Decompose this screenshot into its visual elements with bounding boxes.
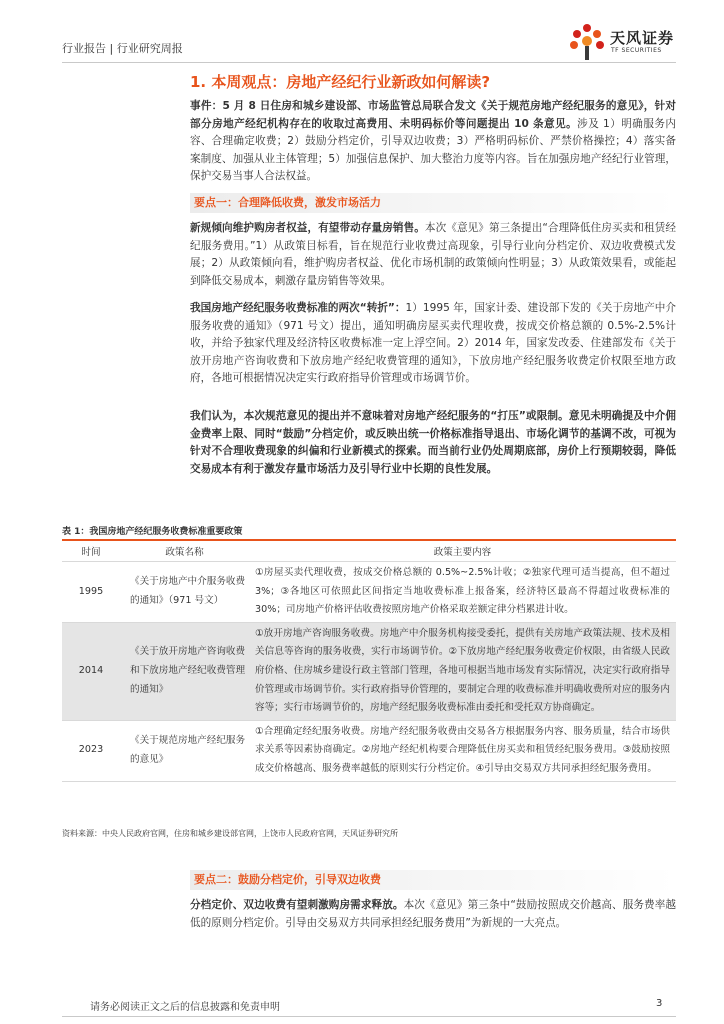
row-policy-content: ①合理确定经纪服务收费。房地产经纪服务收费由交易各方根据服务内容、服务质量，结合市场供求关系等因素协商确定。②房地产经纪机构要合理降低住房买卖和租赁经纪服务费用。③鼓励按照成交价格越高、服务费率越低的原则实行分档定价。④引导由交易双方共同承担经纪服务费用。 (249, 720, 676, 781)
point1-paragraph-1 (190, 220, 676, 290)
event-bold-text: 5 月 8 日住房和城乡建设部、市场监管总局联合发文《关于规范房地产经纪服务的意见》，针对部分房地产经纪机构存在的收取过高费用、未明码标价等问题提出 10 条意见。 (190, 100, 676, 130)
table-row (62, 720, 676, 781)
row-policy-name: 《关于放开房地产咨询收费和下放房地产经纪收费管理的通知》 (120, 622, 249, 720)
row-policy-name: 《关于规范房地产经纪服务的意见》 (120, 720, 249, 781)
event-label: 事件： (190, 100, 223, 112)
row-year: 1995 (62, 562, 120, 623)
table-row (62, 622, 676, 720)
logo-subtitle: TF SECURITIES (611, 47, 662, 54)
section-title: 1. 本周观点：房地产经纪行业新政如何解读? (190, 73, 491, 91)
row-year: 2023 (62, 720, 120, 781)
footer-disclaimer: 请务必阅读正文之后的信息披露和免责申明 (90, 1002, 280, 1013)
table-header-row (62, 541, 676, 562)
point1-paragraph-2 (190, 300, 676, 388)
point1-paragraph-3 (190, 408, 676, 478)
header-year: 时间 (62, 541, 120, 562)
row-policy-content: ①房屋买卖代理收费，按成交价格总额的 0.5%~2.5%计收；②独家代理可适当提高，但不超过 3%；③各地区可依照此区间指定当地收费标准上报备案，经济特区最高不得超过收费标准的 30%；司房地产价格评估收费按照房地产价格采取差额定律分档累进计收。 (249, 562, 676, 623)
row-policy-content: ①放开房地产咨询服务收费。房地产中介服务机构接受委托，提供有关房地产政策法规、技术及相关信息等咨询的服务收费，实行市场调节价。②下放房地产经纪服务收费定价权限，由省级人民政府价格、住房城乡建设行政主管部门管理，各地可根据当地市场发育实际情况，决定实行政府指导价管理或市场调节价。实行政府指导价管理的，要制定合理的收费标准并明确收费所对应的服务内容等；实行市场调节价的，房地产经纪服务收费标准由委托和受托双方协商确定。 (249, 622, 676, 720)
event-text: 涉及 1）明确服务内容、合理确定收费；2）鼓励分档定价，引导双边收费；3）严格明码标价、严禁价格操控；4）落实备案制度、加强从业主体管理；5）加强信息保护、加大整治力度等内容。旨在加强房地产经纪行业管理，保护交易当事人合法权益。 (190, 117, 677, 183)
event-paragraph (190, 98, 676, 186)
point1-p1-bold: 新规倾向维护购房者权益，有望带动存量房销售。 (190, 222, 425, 234)
point1-p3-bold: 我们认为，本次规范意见的提出并不意味着对房地产经纪服务的“打压”或限制。意见未明确提及中介佣金费率上限、同时“鼓励”分档定价，或反映出统一价格标准指导退出、市场化调节的基调不改，可视为针对不合理收费现象的纠偏和行业新模式的探索。而当前行业仍处周期底部，房价上行预期较弱，降低交易成本有利于激发存量市场活力及引导行业中长期的良性发展。 (190, 410, 676, 475)
point2-p1-bold: 分档定价、双边收费有望刺激购房需求释放。 (190, 899, 404, 911)
logo-flower-icon (566, 22, 608, 62)
point1-p1-text: 本次《意见》第三条提出“合理降低住房买卖和租赁经纪服务费用。”1）从政策目标看，旨在规范行业收费过高现象，引导行业向分档定价、双边收费模式发展；2）从政策倾向看，维护购房者权益、优化市场机制的政策倾向性明显；3）从政策效果看，或能起到降低交易成本，刺激存量房销售等效果。 (190, 222, 676, 287)
point2-paragraph-1 (190, 897, 676, 932)
table-source-note: 资料来源：中央人民政府官网，住房和城乡建设部官网，上饶市人民政府官网，天风证券研究所 (62, 829, 398, 838)
point1-p2-bold: 我国房地产经纪服务收费标准的两次“转折”： (190, 302, 406, 314)
company-logo (566, 22, 676, 62)
policy-table (62, 541, 676, 782)
row-year: 2014 (62, 622, 120, 720)
row-policy-name: 《关于房地产中介服务收费的通知》（971 号文） (120, 562, 249, 623)
header-policy-name: 政策名称 (120, 541, 249, 562)
header-policy-content: 政策主要内容 (249, 541, 676, 562)
table-caption: 表 1：我国房地产经纪服务收费标准重要政策 (62, 527, 243, 537)
footer-divider (62, 1016, 676, 1017)
logo-name: 天风证券 (610, 29, 675, 47)
report-type-label: 行业报告 | 行业研究周报 (62, 42, 183, 55)
header-divider (62, 62, 676, 63)
table-row (62, 562, 676, 623)
page-number: 3 (656, 998, 663, 1009)
point2-heading: 要点二：鼓励分档定价，引导双边收费 (190, 870, 676, 890)
point1-heading: 要点一：合理降低收费，激发市场活力 (190, 193, 676, 213)
point2-p1-text: 本次《意见》第三条中“鼓励按照成交价越高、服务费率越低的原则分档定价。引导由交易双方共同承担经纪服务费用”为新规的一大亮点。 (190, 899, 676, 929)
point1-p2-text: 1）1995 年，国家计委、建设部下发的《关于房地产中介服务收费的通知》（971 号文）提出，通知明确房屋买卖代理收费，按成交价格总额的 0.5%-2.5%计收，并给予独家代理及经济特区收费标准一定上浮空间。2）2014 年，国家发改委、住建部发布《关于放开房地产咨询收费和下放房地产经纪收费管理的通知》，下放房地产经纪服务收费定价权限至地方政府，各地可根据情况决定实行政府指导价管理或市场调节价。 (190, 302, 676, 385)
